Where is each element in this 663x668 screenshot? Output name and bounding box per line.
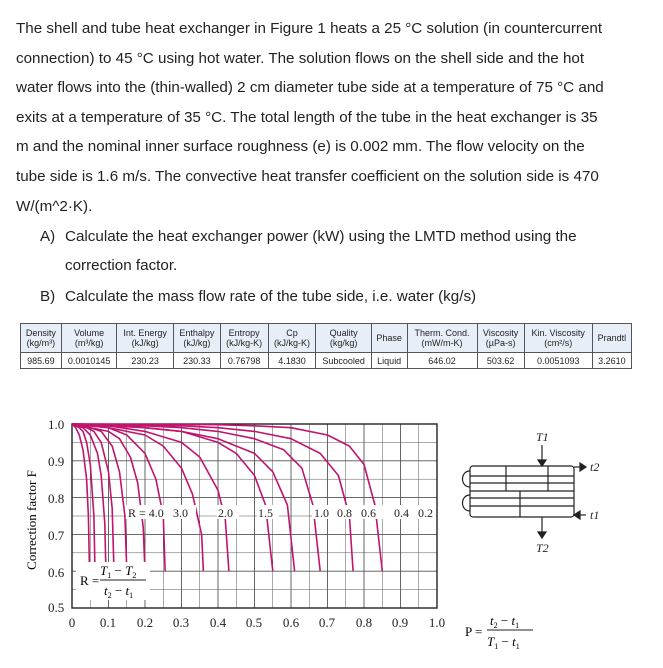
- annotation-r15: 1.5: [258, 506, 273, 520]
- x-tick-label: 0.1: [99, 615, 117, 630]
- svg-text:t2 − t1: $t_2 - t_1$: [490, 613, 520, 630]
- svg-text:T1 − t1: $T_1 - t_1$: [487, 634, 520, 651]
- x-tick-label: 0.7: [318, 615, 336, 630]
- diagram-label-t1: t1: [590, 508, 600, 522]
- table-cell: 4.1830: [268, 353, 316, 369]
- annotation-r02: 0.2: [418, 506, 433, 520]
- question-text: correction factor.: [65, 257, 178, 274]
- properties-table: [20, 323, 632, 369]
- annotation-r08: 0.8: [337, 506, 352, 520]
- table-row: [21, 353, 632, 369]
- svg-text:P =: P =: [465, 624, 483, 639]
- svg-text:t2 − t1: $t_2 - t_1$: [104, 583, 134, 600]
- y-tick-label: 0.6: [48, 565, 65, 580]
- col-quality: Quality (kg/kg): [316, 324, 371, 353]
- problem-line: The shell and tube heat exchanger in Figure 1 heats a 25 °C solution (in countercurrent: [16, 20, 603, 37]
- annotation-r04: 0.4: [394, 506, 409, 520]
- diagram-label-T2: T2: [536, 541, 549, 555]
- problem-line: exits at a temperature of 35 °C. The total length of the tube in the heat exchanger is 35: [16, 108, 598, 126]
- col-therm-cond: Therm. Cond. (mW/m-K): [407, 324, 477, 353]
- table-cell: Subcooled: [316, 353, 371, 369]
- x-tick-label: 0.4: [209, 615, 227, 630]
- problem-line: m and the nominal inner surface roughness (e) is 0.002 mm. The flow velocity on the: [16, 138, 585, 156]
- question-label: B): [40, 288, 56, 305]
- x-tick-label: 0.3: [172, 615, 190, 630]
- x-tick-label: 0.9: [391, 615, 409, 630]
- problem-line: connection) to 45 °C using hot water. The solution flows on the shell side and the hot: [16, 49, 585, 67]
- col-int-energy: Int. Energy (kJ/kg): [117, 324, 174, 353]
- table-cell: 0.0010145: [61, 353, 116, 369]
- table-cell: 503.62: [477, 353, 524, 369]
- annotation-r4: R = 4.0: [128, 506, 164, 520]
- y-tick-label: 1.0: [48, 417, 65, 432]
- question-a: [40, 222, 660, 282]
- col-cp: Cp (kJ/kg-K): [268, 324, 316, 353]
- heat-exchanger-diagram: [463, 445, 587, 538]
- annotation-r3: 3.0: [173, 506, 188, 520]
- x-tick-label: 0.2: [136, 615, 154, 630]
- x-tick-label: 1.0: [428, 615, 446, 630]
- problem-line: W/(m^2·K).: [16, 197, 93, 215]
- col-viscosity: Viscosity (µPa-s): [477, 324, 524, 353]
- col-density: Density (kg/m³): [21, 324, 62, 353]
- problem-line: water flows into the (thin-walled) 2 cm diameter tube side at a temperature of 75 °C and: [16, 79, 604, 97]
- table-cell: 0.76798: [220, 353, 268, 369]
- svg-text:R =: R =: [80, 573, 100, 588]
- col-enthalpy: Enthalpy (kJ/kg): [173, 324, 220, 353]
- table-cell: 3.2610: [592, 353, 631, 369]
- table-cell: 230.23: [117, 353, 174, 369]
- diagram-label-t2: t2: [590, 460, 600, 474]
- col-kin-viscosity: Kin. Viscosity (cm²/s): [524, 324, 592, 353]
- table-cell: Liquid: [371, 353, 407, 369]
- x-tick-label: 0: [68, 615, 76, 630]
- annotation-r1: 1.0: [314, 506, 329, 520]
- annotation-r2: 2.0: [218, 506, 233, 520]
- diagram-label-T1: T1: [536, 430, 549, 444]
- x-tick-label: 0.5: [245, 615, 263, 630]
- col-prandtl: Prandtl: [592, 324, 631, 353]
- table-cell: 0.0051093: [524, 353, 592, 369]
- table-header-row: [21, 324, 632, 353]
- problem-line: tube side is 1.6 m/s. The convective heat transfer coefficient on the solution side is 470: [16, 167, 599, 185]
- x-tick-label: 0.6: [282, 615, 300, 630]
- table-cell: 985.69: [21, 353, 62, 369]
- y-axis-label: Correction factor F: [24, 470, 39, 570]
- y-tick-label: 0.5: [48, 600, 65, 615]
- y-tick-label: 0.7: [48, 528, 65, 543]
- table-cell: 230.33: [173, 353, 220, 369]
- problem-statement: [16, 14, 656, 221]
- question-b: [40, 282, 660, 312]
- col-phase: Phase: [371, 324, 407, 353]
- svg-text:T1 − T2: $T_1 - T_2$: [100, 563, 137, 580]
- table-cell: 646.02: [407, 353, 477, 369]
- question-text: Calculate the mass flow rate of the tube side, i.e. water (kg/s): [65, 288, 477, 305]
- col-entropy: Entropy (kJ/kg-K): [220, 324, 268, 353]
- question-text: Calculate the heat exchanger power (kW) using the LMTD method using the: [65, 228, 577, 245]
- x-tick-label: 0.8: [355, 615, 373, 630]
- y-tick-label: 0.8: [48, 491, 65, 506]
- annotation-r06: 0.6: [361, 506, 376, 520]
- y-tick-label: 0.9: [48, 454, 65, 469]
- col-volume: Volume (m³/kg): [61, 324, 116, 353]
- correction-factor-chart: [0, 400, 663, 662]
- question-label: A): [40, 228, 56, 245]
- r-formula: [76, 562, 150, 600]
